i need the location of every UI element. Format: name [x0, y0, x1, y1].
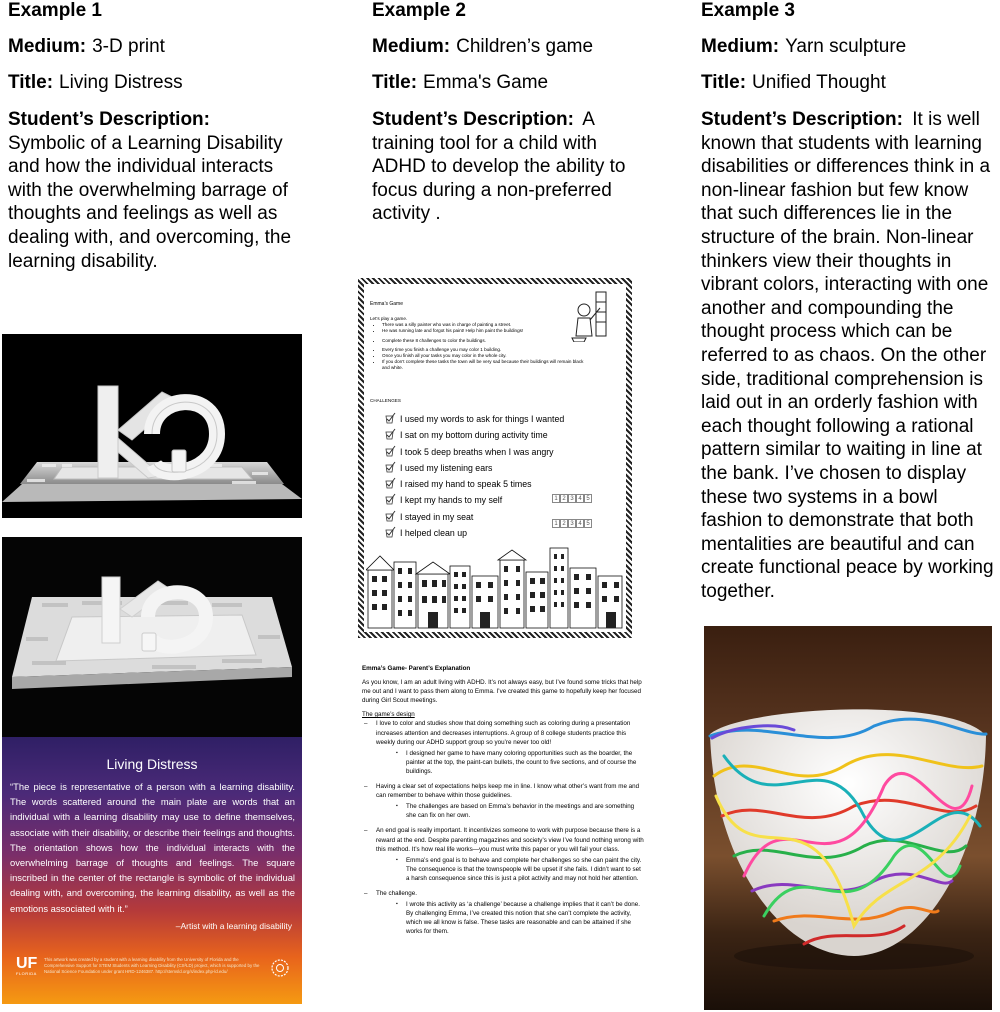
game-sheet-intro — [370, 316, 590, 372]
paint-can-check-icon — [384, 428, 396, 440]
description-label: Student’s Description: — [701, 109, 903, 130]
intro-item: • If you don’t complete these tasks the town will be very sad because their buildings will remain black and white. — [382, 359, 590, 371]
design-heading: The game’s design — [362, 711, 415, 719]
medium-label: Medium: — [8, 36, 87, 57]
paint-can-check-icon — [384, 445, 396, 457]
design-bullet: ▪ The challenges are based on Emma’s behavior in the meetings and are something she can fix on her own. — [362, 802, 644, 820]
count-boxes — [552, 494, 592, 503]
example-1-title — [8, 72, 308, 94]
challenge-item — [384, 412, 624, 428]
description-label: Student’s Description: — [372, 109, 574, 130]
example-1-description — [8, 108, 308, 273]
design-point: – I love to color and studies show that doing something such as coloring during a presentation increases attention and decreases interruptions. A group of 8 college students practice this weekly during our ADHD support group so you’re never too old! — [362, 719, 644, 746]
example-2-title — [372, 72, 642, 94]
challenge-item — [384, 493, 624, 509]
design-bullet: ▪ Emma’s end goal is to behave and complete her challenges so she can paint the city. The consequence is that the townspeople will be upset if she fails. I didn’t want to set a harsh consequence since this is just a pilot activity and may not hold her attention. — [362, 856, 644, 883]
description-text: Symbolic of a Learning Disability and how the individual interacts with the overwhelming barrage of thoughts and feelings as well as dealing with, and overcoming, the learning disability. — [8, 132, 292, 272]
challenge-text: I used my listening ears — [400, 462, 493, 473]
project-seal-icon — [270, 958, 290, 978]
poster-quote: “The piece is representative of a person with a learning disability. The words scattered around the main plate are words that an individual with a learning disability may use to define themselves, associate with their disability, or describe their feelings and thoughts. The orientation shows how the individual interacts with the overwhelming barrage of thoughts and feelings. The square inscribed in the center of the rectangle is symbolic of the individual dealing with, and overcoming, the learning disability, as well as the emotions associated with it.” — [10, 781, 295, 914]
example-3-medium — [701, 36, 996, 58]
count-box: 3 — [568, 494, 576, 503]
living-distress-photo — [2, 334, 302, 518]
paint-can-check-icon — [384, 477, 396, 489]
description-text: It is well known that students with learning disabilities or differences think in a non-linear fashion but few know that such differences lie in the structure of the brain. Non-linear thinkers view their thoughts in vibrant colors, interacting with one another and compounding the thought process which can be referred to as chaos. On the other side, traditional comprehension is laid out in an orderly fashion with each thought following a rational pattern similar to waiting in line at the bank. I’ve chosen to display these two systems in a bowl fashion to demonstrate that both mentalities are beautiful and can create functional peace by working together. — [701, 109, 994, 602]
challenges-heading: CHALLENGES — [370, 398, 401, 403]
title-label: Title: — [8, 72, 54, 93]
count-box: 2 — [560, 494, 568, 503]
poster-funding-note: This artwork was created by a student with a learning disability from the University of Florida and the Comprehensive Support for STEM Students with Learning Disability (CS²LD) project, which is supported by the National Science Foundation under grant HRD-1246387. http://stemsld.org/s/index.php-ld.edu/ — [44, 957, 260, 974]
uf-logo-sub: FLORIDA — [16, 971, 37, 976]
title-value: Emma's Game — [423, 72, 549, 93]
example-2-column — [372, 0, 642, 226]
parent-explanation-heading: Emma’s Game- Parent’s Explanation — [362, 665, 471, 672]
challenge-item — [384, 510, 624, 526]
challenge-list — [384, 412, 624, 542]
paint-can-check-icon — [384, 510, 396, 522]
example-3-heading: Example 3 — [701, 0, 795, 21]
challenge-text: I took 5 deep breaths when I was angry — [400, 446, 554, 457]
example-2-medium — [372, 36, 642, 58]
example-2-heading: Example 2 — [372, 0, 466, 21]
emmas-game-sheet — [358, 278, 632, 638]
medium-value: 3-D print — [92, 36, 165, 57]
example-3-column — [701, 0, 996, 603]
example-1-medium — [8, 36, 308, 58]
city-buildings-illustration — [366, 546, 624, 630]
count-box: 5 — [584, 519, 592, 528]
medium-label: Medium: — [372, 36, 451, 57]
design-bullet: ▪ I wrote this activity as ‘a challenge’ because a challenge implies that it can’t be done. By challenging Emma, I’ve created this notion that she can’t complete the activity, which we all know is false. These tasks are reasonable and can be attained if she works for them. — [362, 900, 644, 936]
title-value: Living Distress — [59, 72, 183, 93]
challenge-item — [384, 477, 624, 493]
challenge-text: I kept my hands to my self — [400, 495, 503, 506]
title-value: Unified Thought — [752, 72, 886, 93]
example-1-heading: Example 1 — [8, 0, 102, 21]
challenge-text: I stayed in my seat — [400, 511, 474, 522]
medium-value: Yarn sculpture — [785, 36, 907, 57]
design-point: – An end goal is really important. It incentivizes someone to work with purpose because there is a reward at the end. Despite parenting magazines and society’s view I’ve found nothing wrong with this method. It’s how real life works—you must write this paper or you will fail your class. — [362, 826, 644, 853]
paint-can-check-icon — [384, 526, 396, 538]
uf-logo-text: UF — [16, 955, 38, 972]
intro-item: • Once you finish all your tasks you may color in the whole city. — [382, 353, 590, 359]
parent-explanation — [362, 664, 644, 942]
challenge-item — [384, 445, 624, 461]
count-box: 2 — [560, 519, 568, 528]
intro-list-1 — [382, 322, 590, 334]
poster-title: Living Distress — [106, 756, 198, 772]
example-2-description — [372, 108, 642, 226]
yarn-bowl-photo — [704, 626, 992, 1010]
intro-lead: Let’s play a game. — [370, 316, 408, 321]
paint-can-check-icon — [384, 412, 396, 424]
poster-credit: –Artist with a learning disability — [175, 921, 292, 931]
medium-value: Children’s game — [456, 36, 594, 57]
design-bullet: ▪ I designed her game to have many coloring opportunities such as the boarder, the painter at the top, the paint-can bullets, the count to five sections, and of course the buildings. — [362, 749, 644, 776]
count-box: 5 — [584, 494, 592, 503]
challenge-item — [384, 428, 624, 444]
title-label: Title: — [701, 72, 747, 93]
uf-logo — [16, 957, 37, 977]
title-label: Title: — [372, 72, 418, 93]
description-text: A training tool for a child with ADHD to develop the ability to focus during a non-preferred activity . — [372, 109, 626, 225]
game-sheet-title: Emma’s Game — [370, 301, 403, 307]
example-3-description — [701, 108, 996, 603]
design-point: – The challenge. — [362, 889, 644, 898]
challenge-text: I helped clean up — [400, 528, 468, 539]
count-box: 4 — [576, 519, 584, 528]
parent-intro: As you know, I am an adult living with ADHD. It’s not always easy, but I’ve found some tricks that help me out and I want to pass them along to Emma. I’ve created this game to hopefully keep her focused during Girl Scout meetings. — [362, 679, 642, 705]
challenge-text: I used my words to ask for things I wanted — [400, 414, 565, 424]
intro-item: • He was running late and forgot his paint! Help him paint the buildings! — [382, 328, 590, 334]
count-box: 1 — [552, 494, 560, 503]
challenge-item — [384, 461, 624, 477]
count-box: 1 — [552, 519, 560, 528]
intro-item: • There was a silly painter who was in charge of painting a street. — [382, 322, 590, 328]
count-box: 3 — [568, 519, 576, 528]
example-1-column — [8, 0, 308, 273]
count-box: 4 — [576, 494, 584, 503]
challenge-text: I raised my hand to speak 5 times — [400, 479, 532, 490]
paint-can-check-icon — [384, 493, 396, 505]
medium-label: Medium: — [701, 36, 780, 57]
paint-can-check-icon — [384, 461, 396, 473]
living-distress-poster — [2, 537, 302, 1004]
intro-item: • Complete these 8 challenges to color the buildings. — [382, 338, 590, 344]
example-3-title — [701, 72, 996, 94]
description-label: Student’s Description: — [8, 109, 210, 130]
challenge-item — [384, 526, 624, 542]
intro-item: • Every time you finish a challenge you may color 1 building. — [382, 347, 590, 353]
intro-list-3 — [382, 347, 590, 372]
challenge-text: I sat on my bottom during activity time — [400, 430, 548, 441]
design-point: – Having a clear set of expectations helps keep me in line. I know what other’s want from me and can remember to behave within those guidelines. — [362, 782, 644, 800]
intro-list-2 — [382, 338, 590, 344]
